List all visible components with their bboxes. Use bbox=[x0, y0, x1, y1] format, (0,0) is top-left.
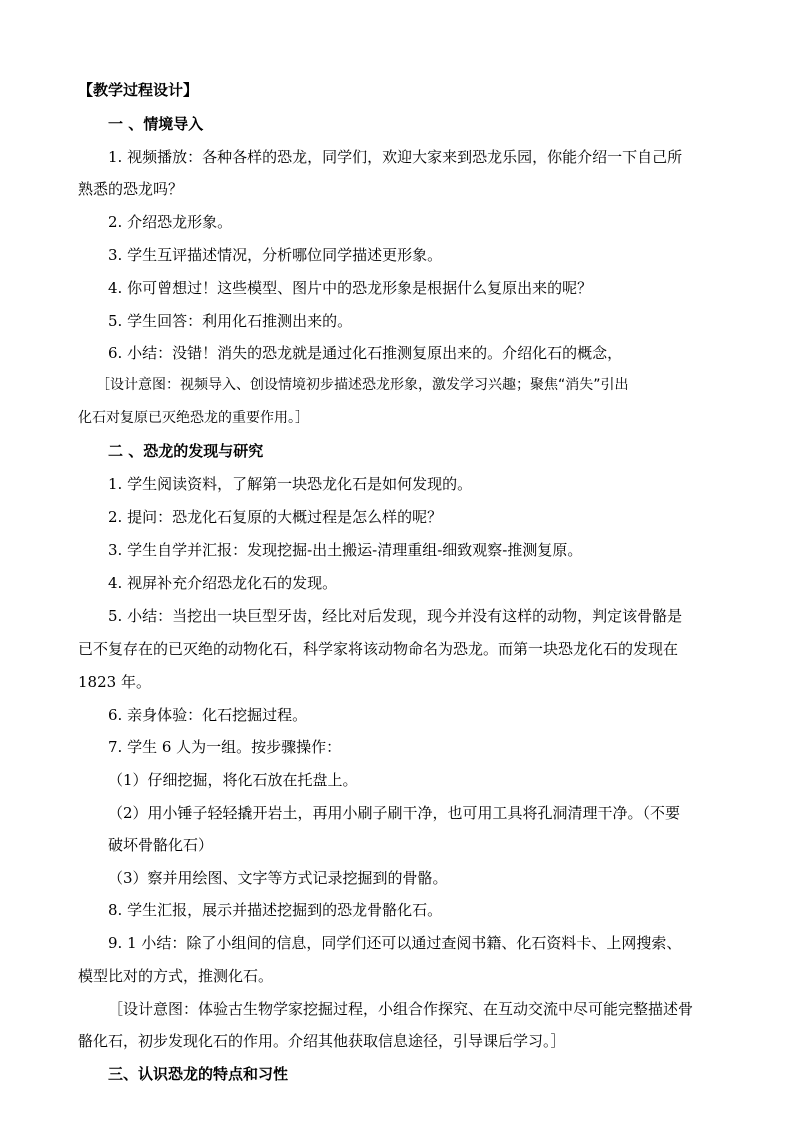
step-line: （2）用小锤子轻轻撬开岩土，再用小刷子刷干净，也可用工具将孔洞清理干净。（不要 bbox=[108, 804, 681, 822]
step-line: （1）仔细挖掘，将化石放在托盘上。 bbox=[108, 771, 358, 789]
section-heading: 一 、情境导入 bbox=[108, 115, 204, 133]
paragraph-line: 9. 1 小结：除了小组间的信息，同学们还可以通过查阅书籍、化石资料卡、上网搜索、 bbox=[108, 934, 682, 952]
step-line: 破坏骨骼化石） bbox=[108, 836, 214, 854]
paragraph-line: 熟悉的恐龙吗？ bbox=[78, 180, 184, 198]
paragraph-line: 1823 年。 bbox=[78, 673, 151, 691]
paragraph-line: 4. 视屏补充介绍恐龙化石的发现。 bbox=[108, 574, 338, 592]
paragraph-line: 5. 小结：当挖出一块巨型牙齿，经比对后发现，现今并没有这样的动物，判定该骨骼是 bbox=[108, 607, 683, 625]
paragraph-line: 3. 学生自学并汇报：发现挖掘-出土搬运-清理重组-细致观察-推测复原。 bbox=[108, 541, 583, 559]
step-line: （3）察并用绘图、文字等方式记录挖掘到的骨骼。 bbox=[108, 869, 448, 887]
paragraph-line: 4. 你可曾想过！这些模型、图片中的恐龙形象是根据什么复原出来的呢？ bbox=[108, 279, 593, 297]
design-intent-note: 骼化石，初步发现化石的作用。介绍其他获取信息途径，引导课后学习。］ bbox=[78, 1032, 566, 1050]
paragraph-line: 2. 提问：恐龙化石复原的大概过程是怎么样的呢？ bbox=[108, 508, 443, 526]
paragraph-line: 1. 学生阅读资料，了解第一块恐龙化石是如何发现的。 bbox=[108, 475, 473, 493]
paragraph-line: 8. 学生汇报，展示并描述挖掘到的恐龙骨骼化石。 bbox=[108, 901, 443, 919]
design-intent-note: ［设计意图：视频导入、创设情境初步描述恐龙形象，激发学习兴趣；聚焦“消失”引出 bbox=[96, 377, 629, 393]
section-heading: 二 、恐龙的发现与研究 bbox=[108, 442, 264, 460]
paragraph-line: 2. 介绍恐龙形象。 bbox=[108, 213, 233, 231]
design-intent-note: ［设计意图：体验古生物学家挖掘过程，小组合作探究、在互动交流中尽可能完整描述骨 bbox=[108, 1000, 694, 1018]
document-title: 【教学过程设计】 bbox=[78, 81, 199, 99]
section-heading: 三、认识恐龙的特点和习性 bbox=[108, 1065, 289, 1083]
paragraph-line: 模型比对的方式，推测化石。 bbox=[78, 967, 274, 985]
paragraph-line: 7. 学生 6 人为一组。按步骤操作： bbox=[108, 738, 342, 756]
paragraph-line: 6. 亲身体验：化石挖掘过程。 bbox=[108, 706, 308, 724]
paragraph-line: 5. 学生回答：利用化石推测出来的。 bbox=[108, 312, 353, 330]
paragraph-line: 已不复存在的已灭绝的动物化石，科学家将该动物命名为恐龙。而第一块恐龙化石的发现在 bbox=[78, 640, 679, 658]
paragraph-line: 3. 学生互评描述情况，分析哪位同学描述更形象。 bbox=[108, 246, 443, 264]
paragraph-line: 6. 小结：没错！消失的恐龙就是通过化石推测复原出来的。介绍化石的概念， bbox=[108, 344, 623, 362]
paragraph-line: 1. 视频播放：各种各样的恐龙，同学们，欢迎大家来到恐龙乐园，你能介绍一下自己所 bbox=[108, 148, 683, 166]
design-intent-note: 化石对复原已灭绝恐龙的重要作用。］ bbox=[78, 410, 309, 426]
